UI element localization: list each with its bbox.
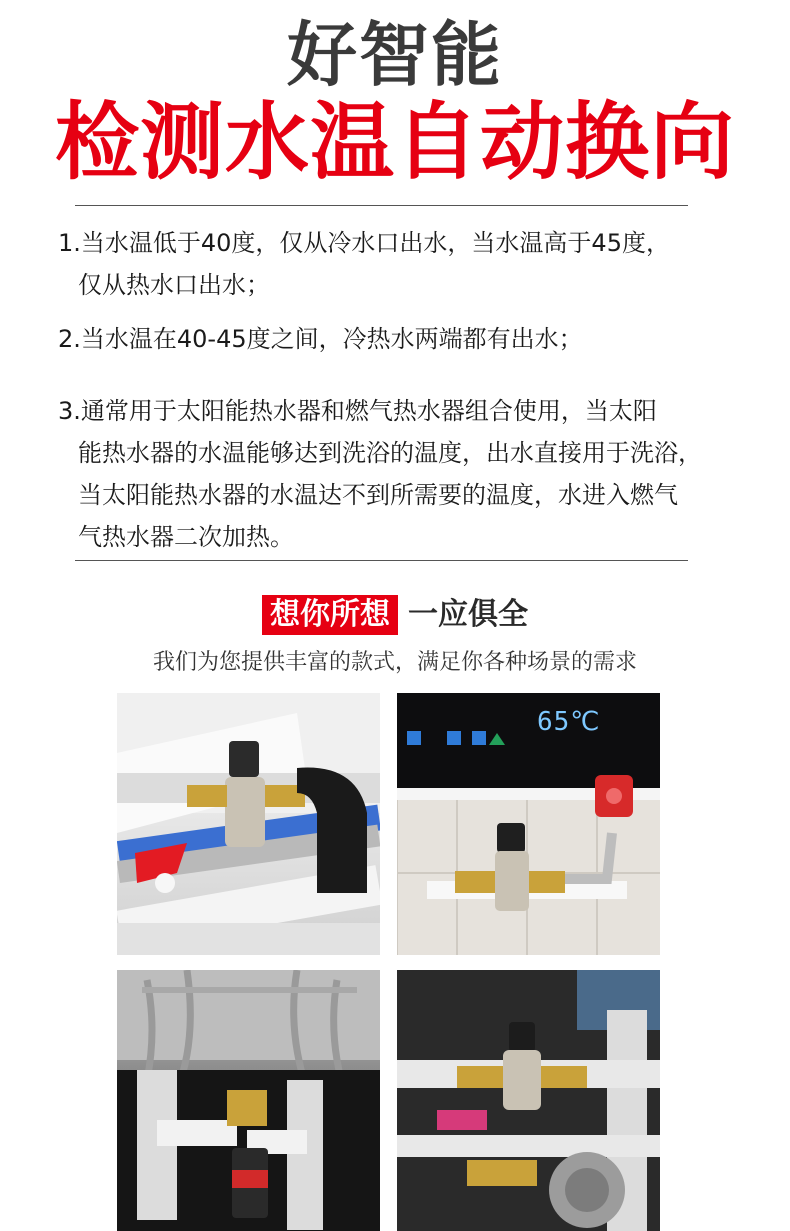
divider-top	[75, 205, 688, 206]
feature-1-line-1: 1.当水温低于40度，仅从冷水口出水，当水温高于45度，	[58, 229, 670, 257]
divider-bottom	[75, 560, 688, 561]
product-photo-undersink	[117, 970, 380, 1231]
product-photo-pump-assembly	[397, 970, 660, 1231]
undersink-illustration	[117, 970, 380, 1231]
pump-assembly-illustration	[397, 970, 660, 1231]
section-badge-suffix: 一应俱全	[408, 597, 528, 632]
product-photo-pvc-install	[117, 693, 380, 955]
feature-3-line-3: 当太阳能热水器的水温达不到所需要的温度，水进入燃气	[78, 481, 678, 509]
pvc-install-illustration	[117, 693, 380, 955]
section-heading	[0, 595, 790, 635]
feature-3-line-4: 气热水器二次加热。	[78, 523, 294, 551]
feature-3-line-2: 能热水器的水温能够达到洗浴的温度，出水直接用于洗浴，	[78, 439, 702, 467]
product-photo-wall-heater	[397, 693, 660, 955]
headline-auto-switch: 检测水温自动换向	[54, 93, 735, 191]
wall-heater-illustration	[397, 693, 660, 955]
headline-smart: 好智能	[287, 14, 503, 96]
section-subtitle: 我们为您提供丰富的款式，满足你各种场景的需求	[152, 650, 637, 675]
feature-list	[58, 222, 748, 558]
heater-temperature-display: 65℃	[537, 707, 601, 737]
feature-3-line-1: 3.通常用于太阳能热水器和燃气热水器组合使用，当太阳	[58, 397, 657, 425]
feature-2-line-1: 2.当水温在40-45度之间，冷热水两端都有出水；	[58, 325, 583, 353]
section-badge: 想你所想	[262, 595, 398, 635]
feature-item-3	[58, 390, 748, 558]
feature-item-1	[58, 222, 748, 306]
feature-item-2	[58, 318, 748, 360]
feature-1-line-2: 仅从热水口出水；	[78, 271, 270, 299]
